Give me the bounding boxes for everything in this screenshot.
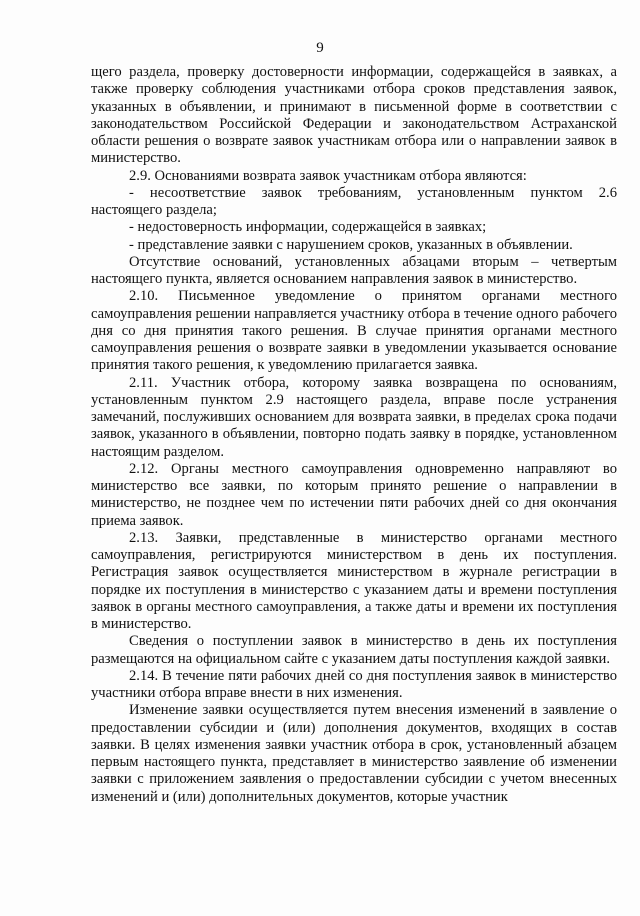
document-body [91, 64, 617, 806]
paragraph-2-13: 2.13. Заявки, представленные в министерство органами местного самоуправления, регистрируются министерством в день их поступления. Регистрация заявок осуществляется министерством в журнале регистрации в порядке их поступления в министерство с указанием даты и времени поступления заявок в органы местного самоуправления, а также даты и времени их поступления в министерство. [91, 529, 617, 632]
paragraph-publication-info: Сведения о поступлении заявок в министерство в день их поступления размещаются на официальном сайте с указанием даты поступления каждой заявки. [91, 633, 617, 667]
list-item-inaccuracy: - недостоверность информации, содержащейся в заявках; [129, 219, 487, 236]
list-item-nonconformity: - несоответствие заявок требованиям, установленным пунктом 2.6 настоящего раздела; [91, 184, 617, 218]
paragraph-2-10: 2.10. Письменное уведомление о принятом органами местного самоуправления решении направляется участнику отбора в течение одного рабочего дня со дня принятия такого решения. В случае принятия органами местного самоуправления решения о возврате заявки в уведомлении указывается основание принятия такого решения, к уведомлению прилагается заявка. [91, 288, 617, 374]
page-number: 9 [316, 40, 324, 56]
paragraph-2-9-heading: 2.9. Основаниями возврата заявок участникам отбора являются: [129, 167, 527, 184]
paragraph-2-14: 2.14. В течение пяти рабочих дней со дня поступления заявок в министерство участники отбора вправе внести в них изменения. [91, 667, 617, 701]
paragraph-application-change: Изменение заявки осуществляется путем внесения изменений в заявление о предоставлении субсидии и (или) дополнения документов, входящих в состав заявки. В целях изменения заявки участник отбора в срок, установленный абзацем первым настоящего пункта, представляет в министерство заявление об изменении заявки с приложением заявления о предоставлении субсидии с учетом внесенных изменений и (или) дополнительных документов, которые участник [91, 702, 617, 805]
paragraph-2-11: 2.11. Участник отбора, которому заявка возвращена по основаниям, установленным пунктом 2.9 настоящего раздела, вправе после устранения замечаний, послуживших основанием для возврата заявки, в пределах срока подачи заявок, указанного в объявлении, повторно подать заявку в порядке, установленном настоящим разделом. [91, 374, 617, 460]
paragraph-absence-of-grounds: Отсутствие оснований, установленных абзацами вторым – четвертым настоящего пункта, является основанием направления заявок в министерство. [91, 253, 617, 287]
paragraph-continuation: щего раздела, проверку достоверности информации, содержащейся в заявках, а также проверку соблюдения участниками отбора сроков представления заявок, указанных в объявлении, и принимают в письменной форме в соответствии с законодательством Российской Федерации и законодательством Астраханской области решения о возврате заявок участникам отбора или о направлении заявок в министерство. [91, 64, 617, 167]
list-item-late-submission: - представление заявки с нарушением сроков, указанных в объявлении. [129, 236, 573, 253]
paragraph-2-12: 2.12. Органы местного самоуправления одновременно направляют во министерство все заявки, по которым принято решение о направлении в министерство, не позднее чем по истечении пяти рабочих дней со дня окончания приема заявок. [91, 460, 617, 529]
